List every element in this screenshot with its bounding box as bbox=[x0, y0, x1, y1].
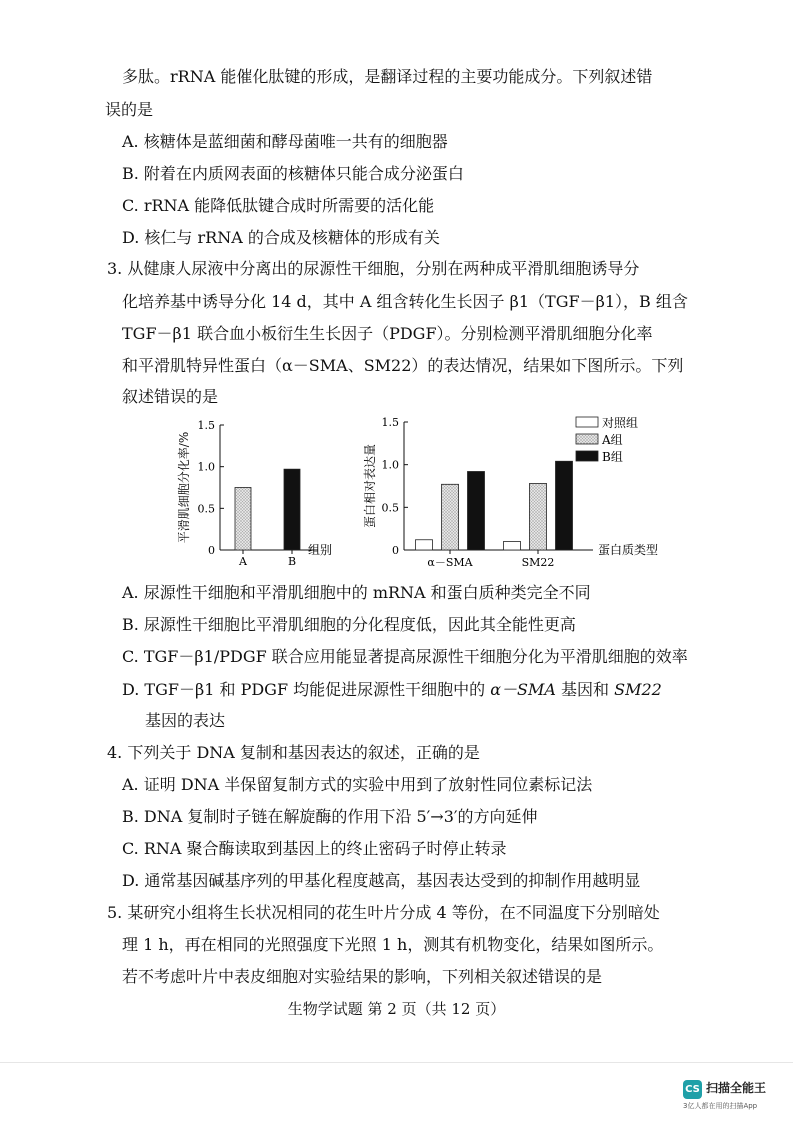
y-tick-label: 0.5 bbox=[197, 502, 215, 516]
y-tick-label: 1.5 bbox=[381, 416, 399, 429]
legend-label: 对照组 bbox=[602, 416, 639, 430]
differentiation-rate-chart bbox=[168, 415, 348, 568]
bar-A bbox=[235, 488, 251, 551]
q2-option-b: B. 附着在内质网表面的核糖体只能合成分泌蛋白 bbox=[122, 164, 464, 183]
q4-option-c: C. RNA 聚合酶读取到基因上的终止密码子时停止转录 bbox=[122, 839, 507, 858]
q3-stem-line-1: 3. 从健康人尿液中分离出的尿源性干细胞，分别在两种成平滑肌细胞诱导分 bbox=[107, 259, 640, 278]
legend-swatch-对照组 bbox=[576, 417, 598, 427]
q4-stem: 4. 下列关于 DNA 复制和基因表达的叙述，正确的是 bbox=[107, 743, 480, 762]
q4-option-b: B. DNA 复制时子链在解旋酶的作用下沿 5′→3′的方向延伸 bbox=[122, 807, 538, 826]
legend-label: B组 bbox=[602, 450, 623, 464]
y-tick-label: 0 bbox=[392, 544, 399, 557]
q5-stem-line-2: 理 1 h，再在相同的光照强度下光照 1 h，测其有机物变化，结果如图所示。 bbox=[122, 935, 664, 954]
gene-alpha-sma: α－SMA bbox=[490, 680, 556, 699]
protein-expression-chart bbox=[358, 409, 718, 569]
q2-stem-line-1: 多肽。rRNA 能催化肽键的形成，是翻译过程的主要功能成分。下列叙述错 bbox=[122, 67, 653, 86]
q2-option-c: C. rRNA 能降低肽键合成时所需要的活化能 bbox=[122, 196, 435, 215]
watermark-tagline: 3亿人都在用的扫描App bbox=[683, 1102, 758, 1110]
q5-stem-line-1: 5. 某研究小组将生长状况相同的花生叶片分成 4 等份，在不同温度下分别暗处 bbox=[107, 903, 660, 922]
q3-stem-line-5: 叙述错误的是 bbox=[122, 387, 219, 406]
legend-label: A组 bbox=[602, 433, 623, 447]
y-axis-label: 平滑肌细胞分化率/% bbox=[177, 431, 191, 544]
q3-option-c: C. TGF－β1/PDGF 联合应用能显著提高尿源性干细胞分化为平滑肌细胞的效率 bbox=[122, 647, 688, 666]
bar-B组-α－SMA bbox=[468, 471, 485, 550]
q3-stem-line-3: TGF－β1 联合血小板衍生生长因子（PDGF）。分别检测平滑肌细胞分化率 bbox=[122, 324, 653, 343]
q3-option-d-text: D. TGF－β1 和 PDGF 均能促进尿源性干细胞中的 bbox=[122, 680, 491, 699]
q4-option-d: D. 通常基因碱基序列的甲基化程度越高，基因表达受到的抑制作用越明显 bbox=[122, 871, 641, 890]
q3-option-d-line-2: 基因的表达 bbox=[145, 711, 226, 730]
q5-stem-line-3: 若不考虑叶片中表皮细胞对实验结果的影响，下列相关叙述错误的是 bbox=[122, 967, 603, 986]
bar-B bbox=[284, 469, 300, 550]
y-tick-label: 1.5 bbox=[197, 419, 215, 432]
x-axis-label: 组别 bbox=[308, 543, 333, 557]
q2-stem-line-2: 误的是 bbox=[105, 100, 154, 119]
q3-stem-line-2: 化培养基中诱导分化 14 d，其中 A 组含转化生长因子 β1（TGF－β1），B 组含 bbox=[122, 292, 688, 311]
x-tick-label: B bbox=[287, 555, 297, 568]
x-tick-label: SM22 bbox=[521, 556, 555, 569]
bar-对照组-SM22 bbox=[504, 541, 521, 550]
watermark-app-name: 扫描全能王 bbox=[706, 1081, 767, 1095]
bar-B组-SM22 bbox=[556, 461, 573, 550]
y-tick-label: 1.0 bbox=[197, 460, 215, 474]
q3-option-d bbox=[122, 679, 662, 701]
footer-divider bbox=[0, 1062, 793, 1063]
gene-sm22: SM22 bbox=[614, 680, 662, 699]
q2-option-a: A. 核糖体是蓝细菌和酵母菌唯一共有的细胞器 bbox=[122, 132, 448, 151]
y-tick-label: 0 bbox=[208, 544, 215, 557]
bar-对照组-α－SMA bbox=[416, 540, 433, 550]
q3-option-b: B. 尿源性干细胞比平滑肌细胞的分化程度低，因此其全能性更高 bbox=[122, 615, 576, 634]
y-tick-label: 0.5 bbox=[381, 501, 399, 515]
q3-option-d-mid: 基因和 bbox=[555, 680, 615, 699]
x-tick-label: α－SMA bbox=[427, 556, 473, 569]
x-tick-label: A bbox=[239, 555, 247, 568]
q4-option-a: A. 证明 DNA 半保留复制方式的实验中用到了放射性同位素标记法 bbox=[122, 775, 593, 794]
legend-swatch-A组 bbox=[576, 434, 598, 444]
q2-option-d: D. 核仁与 rRNA 的合成及核糖体的形成有关 bbox=[122, 228, 440, 247]
y-tick-label: 1.0 bbox=[381, 458, 399, 472]
camscanner-logo-icon: CS bbox=[683, 1080, 702, 1099]
y-axis-label: 蛋白相对表达量 bbox=[363, 443, 377, 529]
scanner-watermark bbox=[683, 1077, 789, 1111]
bar-A组-SM22 bbox=[530, 483, 547, 550]
bar-A组-α－SMA bbox=[442, 484, 459, 550]
q3-stem-line-4: 和平滑肌特异性蛋白（α－SMA、SM22）的表达情况，结果如下图所示。下列 bbox=[122, 356, 684, 375]
x-axis-label: 蛋白质类型 bbox=[598, 543, 659, 557]
page-footer: 生物学试题 第 2 页（共 12 页） bbox=[287, 1000, 506, 1018]
legend-swatch-B组 bbox=[576, 451, 598, 461]
q3-option-a: A. 尿源性干细胞和平滑肌细胞中的 mRNA 和蛋白质种类完全不同 bbox=[122, 583, 591, 602]
